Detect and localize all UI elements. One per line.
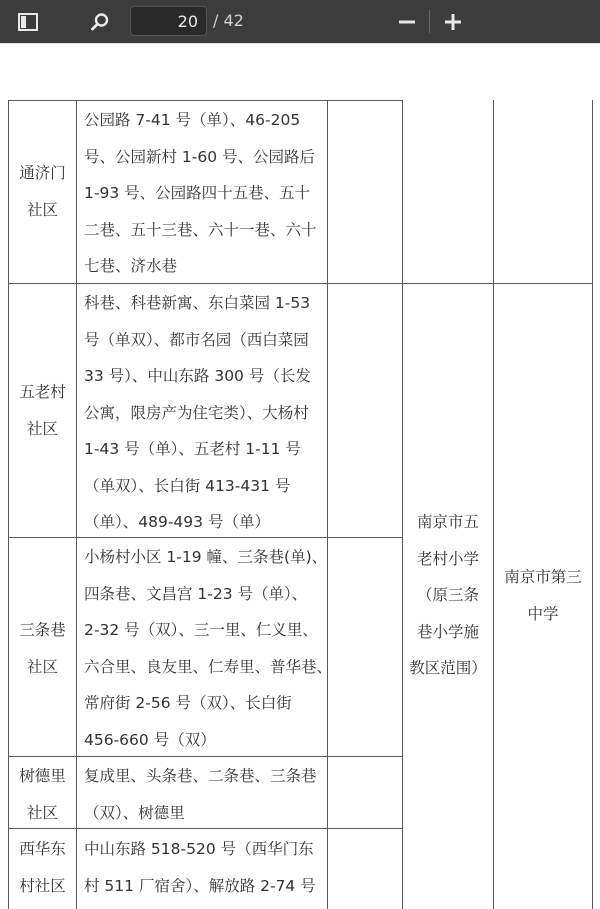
primary-school-line: （原三条	[416, 586, 479, 604]
street-line: 常府街 2-56 号（双）、长白街	[84, 694, 292, 712]
primary-school-line: 老村小学	[416, 549, 479, 568]
community-line: 社区	[26, 419, 58, 438]
street-line: 456-660 号（双）	[84, 730, 216, 749]
street-line: 四条巷、文昌宫 1-23 号（单）、	[84, 584, 308, 603]
street-line: 2-32 号（双）、三一里、仁义里、	[84, 621, 318, 639]
community-name	[9, 612, 76, 685]
community-line: 三条巷	[19, 621, 66, 639]
street-list	[84, 539, 332, 758]
street-line: 六合里、良友里、仁寿里、普华巷、	[84, 657, 333, 676]
community-name	[9, 831, 76, 904]
street-list	[84, 102, 317, 285]
street-list	[84, 831, 316, 904]
street-list	[84, 758, 317, 831]
street-line: 号（单双）、都市名园（西白菜园	[84, 330, 309, 349]
primary-school-line: 巷小学施	[416, 622, 479, 641]
primary-school-line: 教区范围）	[409, 659, 487, 677]
street-line: 村 511 厂宿舍）、解放路 2-74 号	[84, 876, 316, 895]
street-line: 33 号）、中山东路 300 号（长发	[84, 367, 311, 385]
community-line: 西华东	[19, 840, 66, 858]
table-rule	[493, 100, 494, 909]
middle-school-cell	[494, 559, 592, 632]
middle-school-line: 中学	[527, 604, 559, 623]
page-total: / 42	[213, 11, 244, 30]
street-line: 小杨村小区 1-19 幢、三条巷(单)、	[84, 548, 328, 566]
community-line: 社区	[26, 200, 58, 219]
primary-school-line: 南京市五	[416, 513, 479, 531]
street-line: 号、公园新村 1-60 号、公园路后	[84, 147, 316, 166]
street-line: 科巷、科巷新寓、东白菜园 1-53	[84, 294, 311, 312]
table-rule	[8, 100, 403, 101]
street-line: 1-43 号（单）、五老村 1-11 号	[84, 440, 301, 458]
street-line: 七巷、济水巷	[84, 257, 178, 275]
street-line: 公寓，限房产为住宅类）、大杨村	[84, 403, 309, 422]
community-line: 村社区	[19, 876, 66, 895]
community-line: 社区	[26, 657, 58, 676]
community-line: 社区	[26, 803, 58, 822]
community-name	[9, 374, 76, 447]
street-line: （单）、489-493 号（单）	[84, 513, 270, 531]
community-name	[9, 155, 76, 228]
street-list	[84, 285, 311, 541]
middle-school-line: 南京市第三	[504, 568, 582, 586]
table-rule	[327, 100, 328, 909]
street-line: 复成里、头条巷、二条巷、三条巷	[84, 767, 317, 785]
community-line: 通济门	[19, 164, 66, 182]
table-rule	[76, 100, 77, 909]
street-line: 二巷、五十三巷、六十一巷、六十	[84, 220, 317, 239]
street-line: （单双）、长白街 413-431 号	[84, 476, 291, 495]
street-line: （双）、树德里	[84, 803, 185, 822]
community-name	[9, 758, 76, 831]
street-line: 中山东路 518-520 号（西华门东	[84, 840, 314, 858]
community-line: 树德里	[19, 767, 66, 785]
community-line: 五老村	[19, 383, 66, 401]
street-line: 公园路 7-41 号（单）、46-205	[84, 111, 301, 129]
street-line: 1-93 号、公园路四十五巷、五十	[84, 184, 311, 202]
primary-school-cell	[403, 504, 493, 687]
table-rule	[592, 100, 593, 909]
